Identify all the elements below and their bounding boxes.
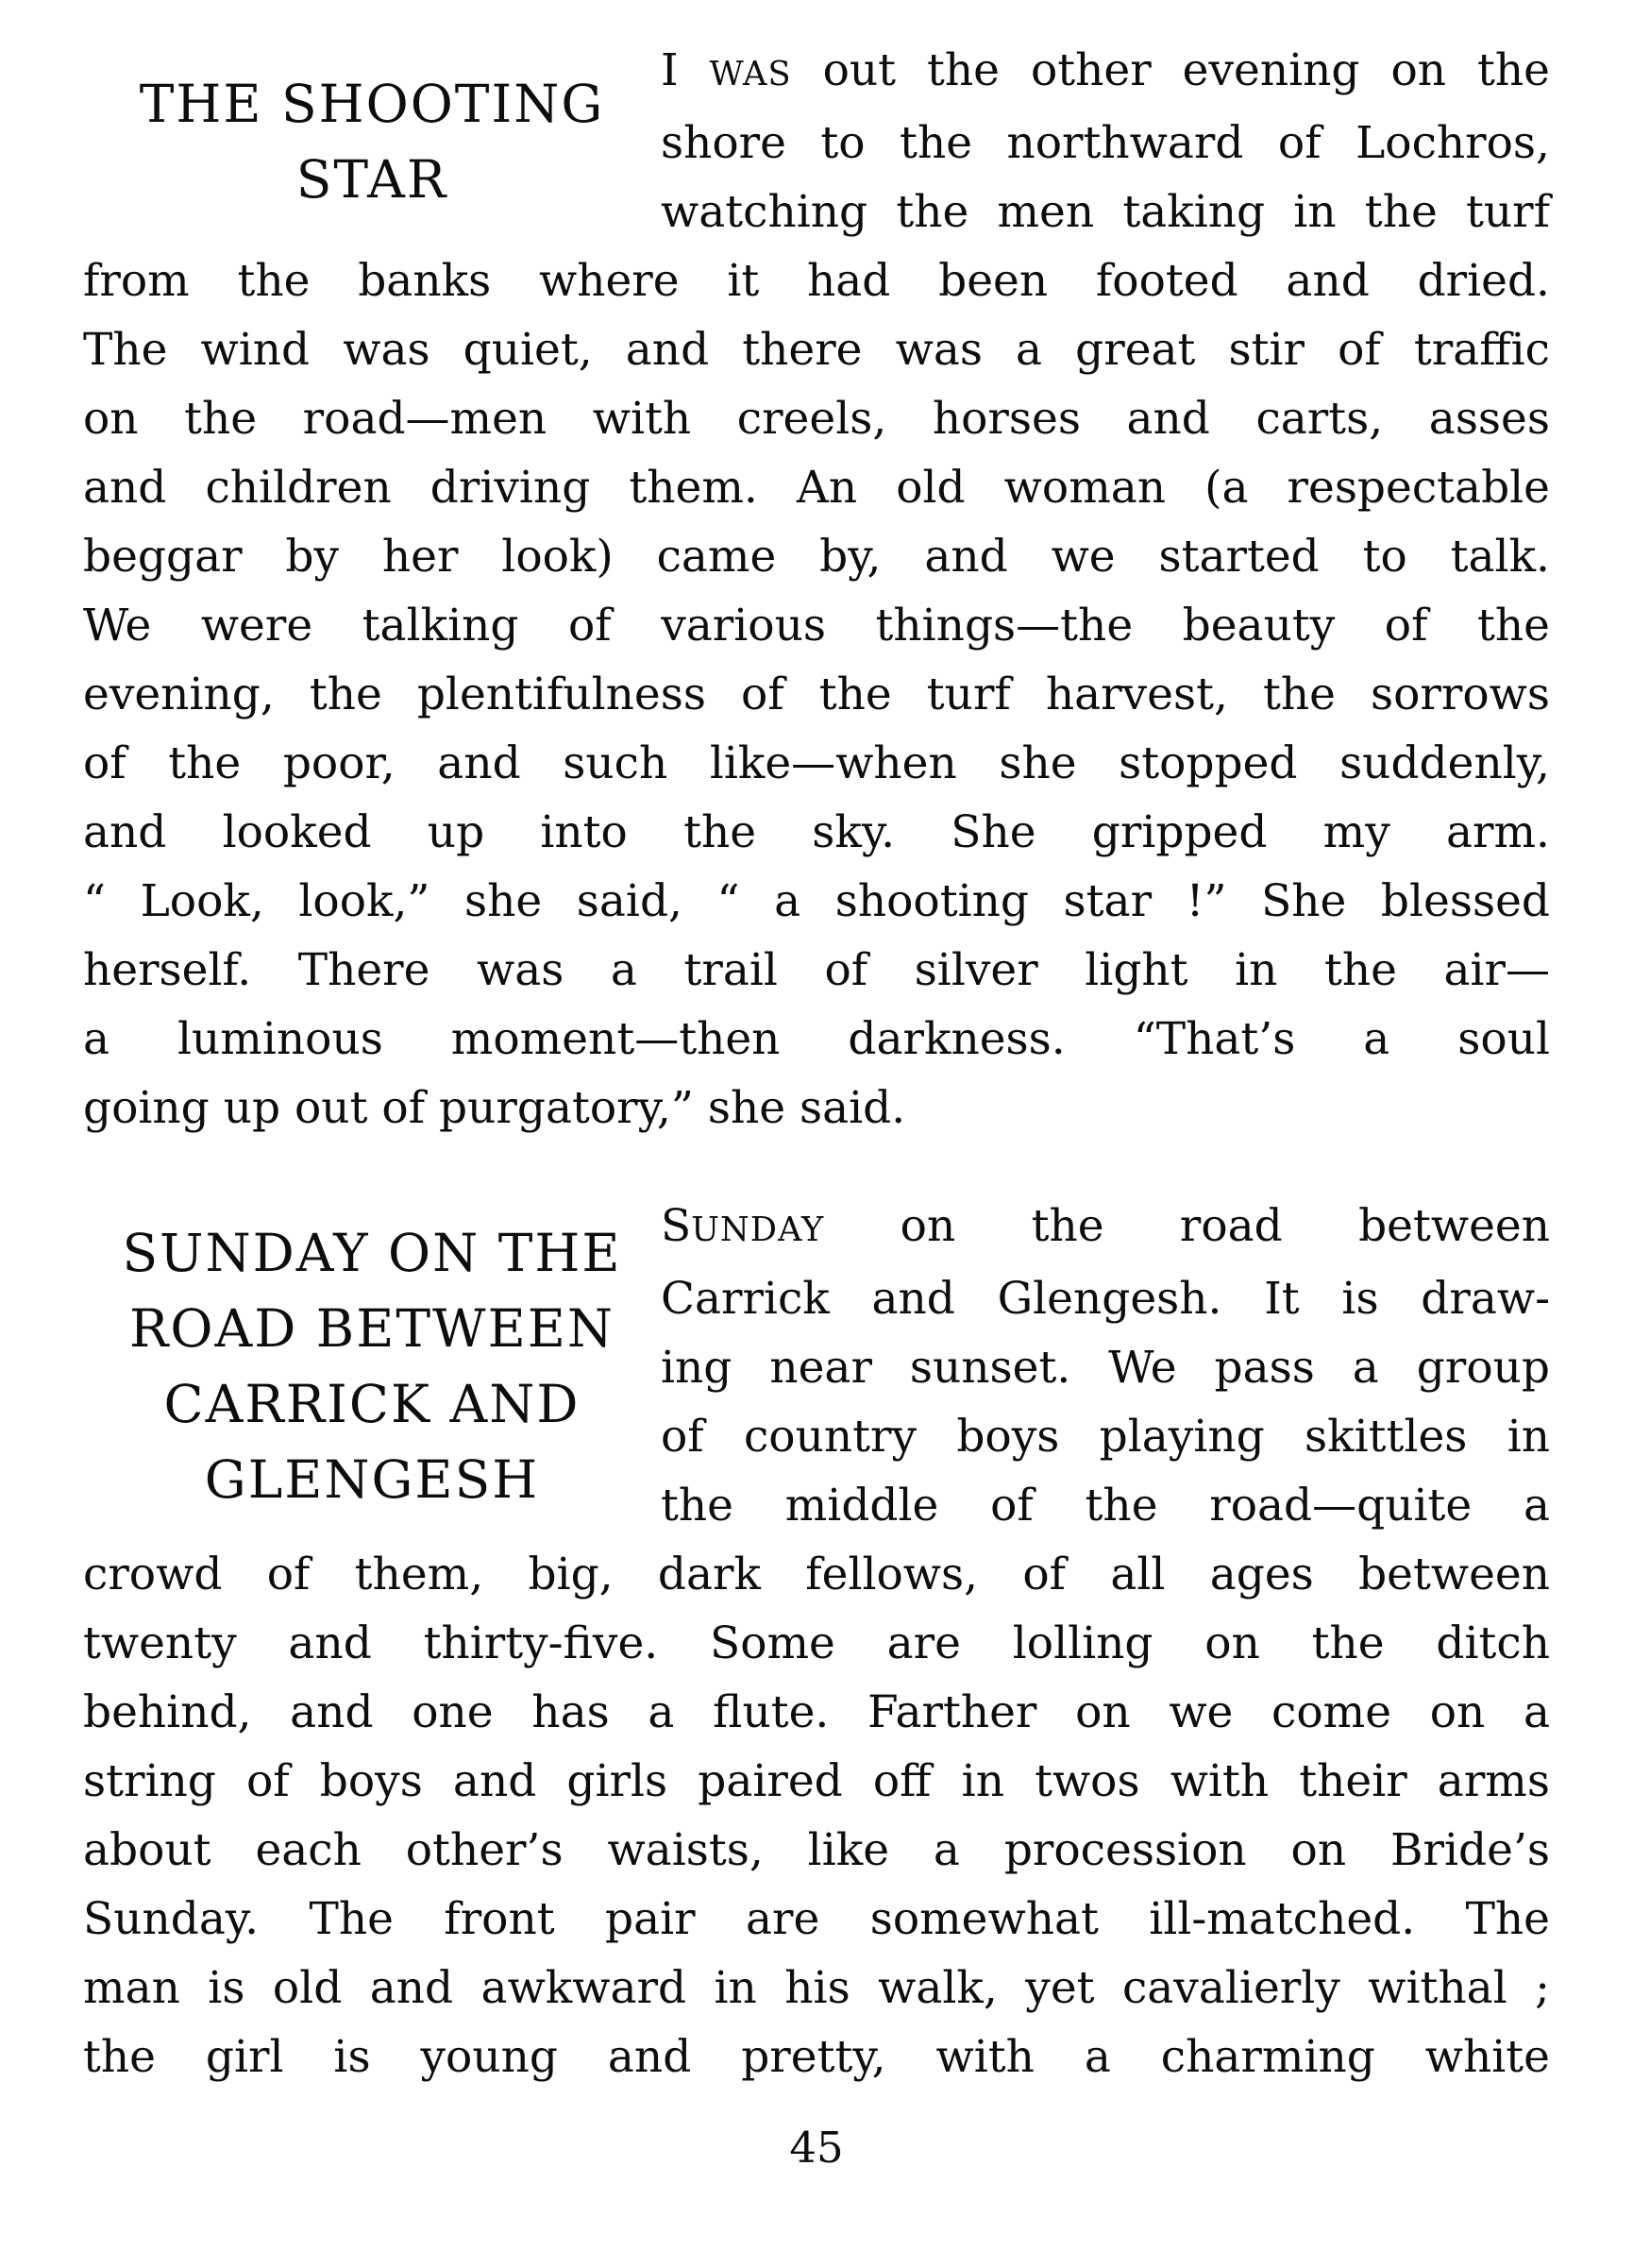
lead-capital: S <box>661 1200 692 1252</box>
section-shooting-star-top-row <box>83 36 1550 246</box>
text-line: Sunday. The front pair are somewhat ill-matched. The <box>83 1893 1550 1945</box>
text-line <box>661 36 1550 109</box>
text-line-rest: out the other evening on the <box>822 44 1550 96</box>
text-line: ing near sunset. We pass a group <box>661 1342 1550 1394</box>
section-sunday-road-body <box>83 1540 1550 2091</box>
text-line: and children driving them. An old woman (a respectable <box>83 462 1550 514</box>
text-line: of the poor, and such like—when she stopped suddenly, <box>83 737 1550 789</box>
page-number: 45 <box>789 2123 844 2173</box>
section-shooting-star <box>83 36 1550 1142</box>
section-sunday-road-top-row <box>83 1192 1550 1540</box>
section-heading-shooting-star <box>83 36 661 246</box>
text-line: behind, and one has a flute. Farther on we come on a <box>83 1686 1550 1738</box>
text-line: of country boys playing skittles in <box>661 1411 1550 1463</box>
heading-line: STAR <box>295 148 448 210</box>
text-line: “ Look, look,” she said, “ a shooting star !” She blessed <box>83 875 1550 927</box>
heading-line: CARRICK AND <box>163 1373 581 1434</box>
text-line: crowd of them, big, dark fellows, of all ages between <box>83 1549 1550 1600</box>
text-line: evening, the plentifulness of the turf harvest, the sorrows <box>83 669 1550 720</box>
heading-line: SUNDAY ON THE <box>122 1222 622 1283</box>
text-line: We were talking of various things—the beauty of the <box>83 600 1550 652</box>
text-line: the middle of the road—quite a <box>661 1480 1550 1532</box>
section-shooting-star-body <box>83 246 1550 1142</box>
text-line: and looked up into the sky. She gripped my arm. <box>83 806 1550 858</box>
text-line: from the banks where it had been footed and dried. <box>83 255 1550 307</box>
smallcaps-word: WAS <box>709 55 792 93</box>
heading-line: ROAD BETWEEN <box>128 1297 614 1359</box>
lead-capital: I <box>661 44 679 96</box>
text-line: beggar by her look) came by, and we started to talk. <box>83 531 1550 583</box>
text-line: The wind was quiet, and there was a great stir of traffic <box>83 324 1550 376</box>
text-line: string of boys and girls paired off in twos with their arms <box>83 1755 1550 1807</box>
section-shooting-star-intro <box>661 36 1550 246</box>
section-sunday-road <box>83 1192 1550 2091</box>
text-line: about each other’s waists, like a procession on Bride’s <box>83 1824 1550 1876</box>
text-line: going up out of purgatory,” she said. <box>83 1082 906 1134</box>
text-line <box>661 1192 1550 1264</box>
text-line: a luminous moment—then darkness. “That’s a soul <box>83 1013 1550 1065</box>
text-line: Carrick and Glengesh. It is draw- <box>661 1273 1550 1325</box>
text-line: man is old and awkward in his walk, yet cavalierly withal ; <box>83 1962 1550 2014</box>
text-line: herself. There was a trail of silver light in the air— <box>83 944 1550 996</box>
text-line: watching the men taking in the turf <box>661 186 1550 238</box>
text-line: on the road—men with creels, horses and carts, asses <box>83 393 1550 445</box>
text-line: twenty and thirty-five. Some are lolling on the ditch <box>83 1617 1550 1669</box>
smallcaps-word: UNDAY <box>691 1210 825 1249</box>
section-sunday-road-intro <box>661 1192 1550 1540</box>
section-heading-sunday-road <box>83 1192 661 1540</box>
text-line: shore to the northward of Lochros, <box>661 117 1550 169</box>
heading-line: GLENGESH <box>204 1448 540 1510</box>
text-line: the girl is young and pretty, with a charming white <box>83 2031 1550 2083</box>
text-line-rest: on the road between <box>900 1200 1550 1252</box>
heading-line: THE SHOOTING <box>139 73 605 134</box>
